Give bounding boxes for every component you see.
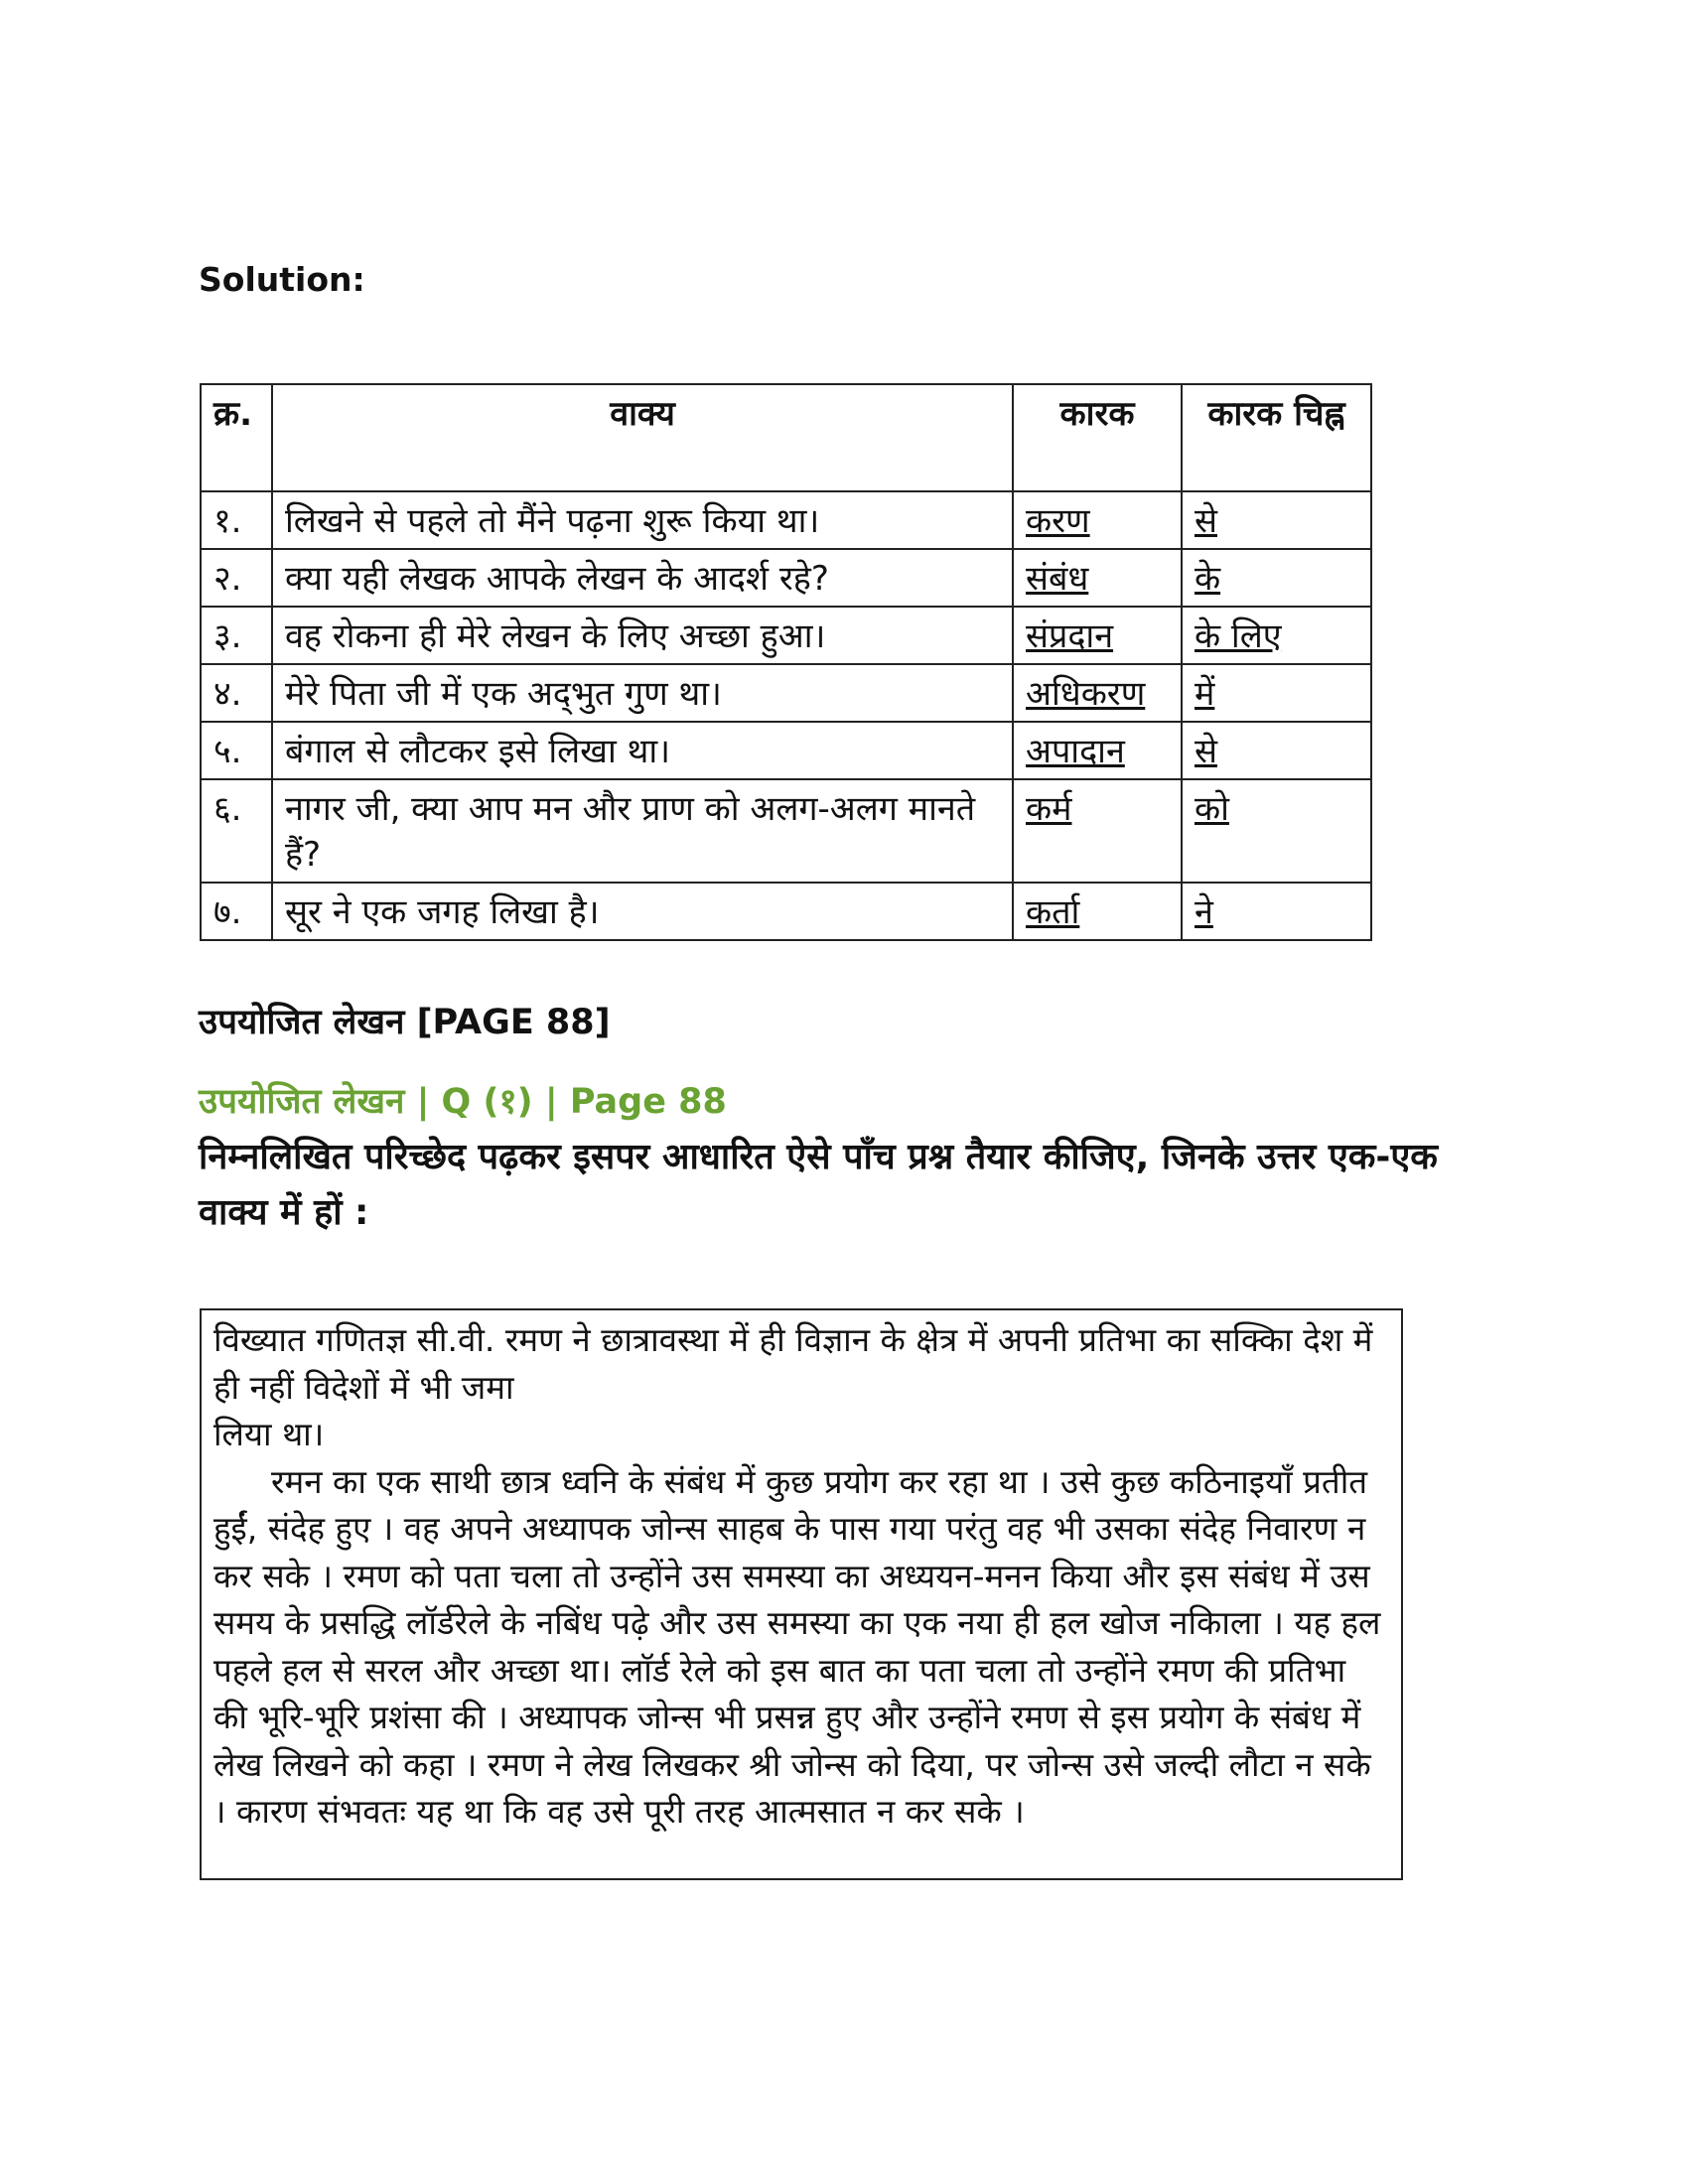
- table-row: [201, 883, 1371, 940]
- row-chihn: को: [1195, 789, 1229, 829]
- row-chihn: के: [1195, 559, 1221, 599]
- table-row: [201, 664, 1371, 722]
- row-karak: कर्ता: [1026, 892, 1080, 932]
- table-row: [201, 549, 1371, 607]
- table-row: [201, 607, 1371, 664]
- row-chihn: से: [1195, 501, 1217, 541]
- row-karak: करण: [1026, 501, 1090, 541]
- row-sentence: सूर ने एक जगह लिखा है।: [272, 883, 1013, 940]
- passage-line-1: विख्यात गणितज्ञ सी.वी. रमण ने छात्रावस्था में ही विज्ञान के क्षेत्र में अपनी प्रतिभा का सक्किा देश में ही नहीं विदेशों में भी जमा: [213, 1320, 1373, 1407]
- row-num: ७.: [201, 883, 272, 940]
- row-karak: अपादान: [1026, 732, 1125, 771]
- row-num: २.: [201, 549, 272, 607]
- row-karak: संबंध: [1026, 559, 1089, 599]
- row-num: १.: [201, 491, 272, 549]
- row-chihn: में: [1195, 674, 1215, 714]
- row-num: ३.: [201, 607, 272, 664]
- table-header-row: [201, 384, 1371, 491]
- question-text: निम्नलिखित परिच्छेद पढ़कर इसपर आधारित ऐसे पाँच प्रश्न तैयार कीजिए, जिनके उत्तर एक-एक वाक्य में हों :: [199, 1137, 1438, 1233]
- passage-paragraph-2: रमन का एक साथी छात्र ध्वनि के संबंध में कुछ प्रयोग कर रहा था । उसे कुछ कठिनाइयाँ प्रतीत हुईं, संदेह हुए । वह अपने अध्यापक जोन्स साहब के पास गया परंतु वह भी उसका संदेह निवारण न कर सके । रमण को पता चला तो उन्होंने उस समस्या का अध्ययन-मनन किया और इस संबंध में उस समय के प्रसद्धि लॉर्डरेले के नबिंध पढ़े और उस समस्या का एक नया ही हल खोज नकिाला । यह हल पहले हल से सरल और अच्छा था। लाॅर्ड रेले को इस बात का पता चला तो उन्होंने रमण की प्रतिभा की भूरि-भूरि प्रशंसा की । अध्यापक जोन्स भी प्रसन्न हुए और उन्होंने रमण से इस प्रयोग के संबंध में लेख लिखने को कहा । रमण ने लेख लिखकर श्री जोन्स को दिया, पर जोन्स उसे जल्दी लौटा न सके । कारण संभवतः यह था कि वह उसे पूरी तरह आत्मसात न कर सके ।: [213, 1461, 1381, 1831]
- header-karak-chihn: कारक चिह्न: [1182, 384, 1371, 491]
- row-sentence: नागर जी, क्या आप मन और प्राण को अलग-अलग मानते हैं?: [272, 779, 1013, 883]
- row-karak: संप्रदान: [1026, 616, 1114, 656]
- karak-table: [200, 383, 1372, 941]
- row-num: ५.: [201, 722, 272, 779]
- table-row: [201, 491, 1371, 549]
- row-chihn: के लिए: [1195, 616, 1282, 656]
- row-sentence: लिखने से पहले तो मैंने पढ़ना शुरू किया था।: [272, 491, 1013, 549]
- passage-line-2: लिया था।: [213, 1415, 325, 1453]
- question-reference: उपयोजित लेखन | Q (१) | Page 88: [199, 1082, 727, 1122]
- table-row: [201, 779, 1371, 883]
- table-row: [201, 722, 1371, 779]
- row-sentence: बंगाल से लौटकर इसे लिखा था।: [272, 722, 1013, 779]
- row-sentence: क्या यही लेखक आपके लेखन के आदर्श रहे?: [272, 549, 1013, 607]
- solution-label: Solution:: [199, 260, 365, 299]
- row-sentence: वह रोकना ही मेरे लेखन के लिए अच्छा हुआ।: [272, 607, 1013, 664]
- row-karak: कर्म: [1026, 789, 1072, 829]
- section-heading: उपयोजित लेखन [PAGE 88]: [199, 1003, 611, 1042]
- row-sentence: मेरे पिता जी में एक अद्‌भुत गुण था।: [272, 664, 1013, 722]
- header-num: क्र.: [201, 384, 272, 491]
- row-num: ४.: [201, 664, 272, 722]
- row-chihn: ने: [1195, 892, 1213, 932]
- row-chihn: से: [1195, 732, 1217, 771]
- row-num: ६.: [201, 779, 272, 883]
- header-sentence: वाक्य: [272, 384, 1013, 491]
- header-karak: कारक: [1013, 384, 1182, 491]
- row-karak: अधिकरण: [1026, 674, 1146, 714]
- passage-box: [200, 1308, 1403, 1880]
